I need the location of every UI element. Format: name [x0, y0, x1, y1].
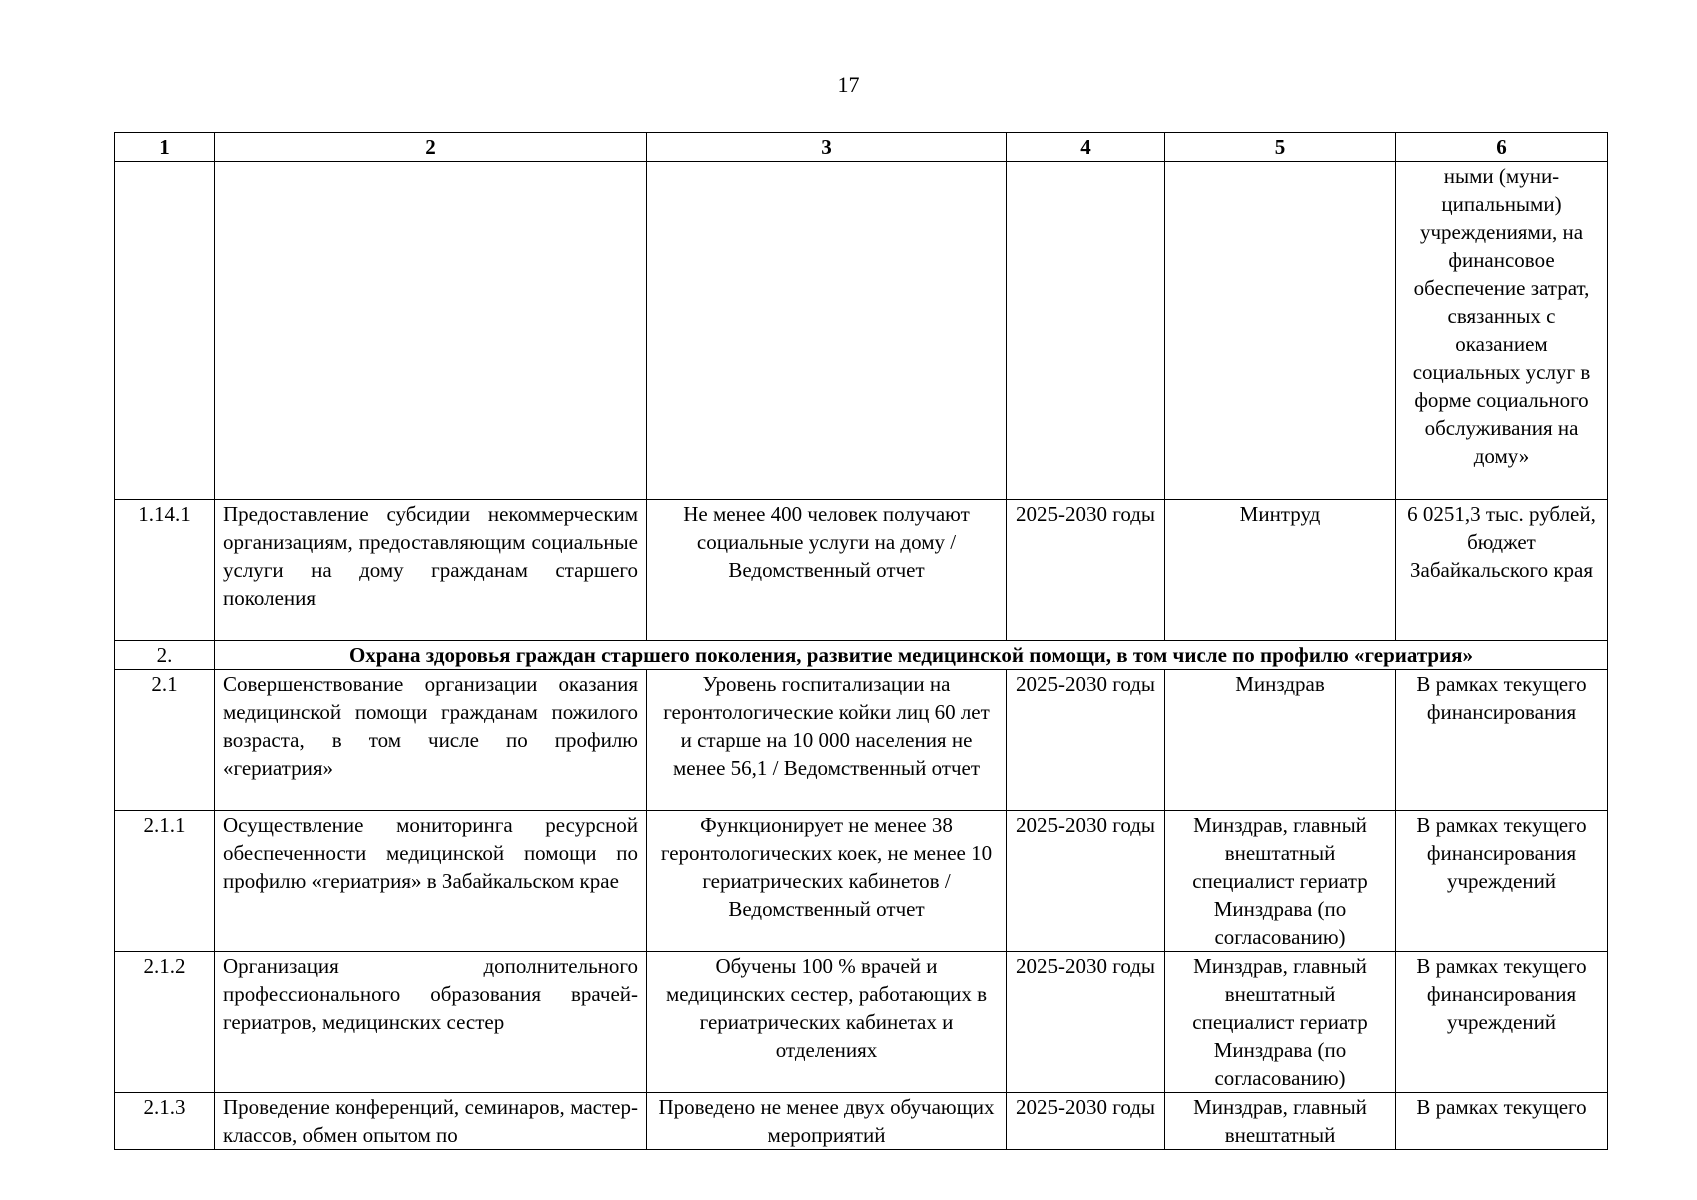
- activity-cell: Организация дополнительного профессионального образования врачей-гериатров, медицинских сестер: [215, 952, 647, 1093]
- column-header-6: 6: [1396, 133, 1608, 162]
- period-cell: 2025-2030 годы: [1007, 500, 1165, 641]
- row-number: 2.1.2: [115, 952, 215, 1093]
- funding-cell: ными (муни- ципальными) учреждениями, на финансовое обеспечение затрат, связанных с оказанием социальных услуг в форме социального обслуживания на дому»: [1396, 162, 1608, 500]
- indicator-cell: [647, 162, 1007, 500]
- plan-table: [114, 132, 1608, 1150]
- period-cell: 2025-2030 годы: [1007, 952, 1165, 1093]
- column-header-4: 4: [1007, 133, 1165, 162]
- indicator-cell: Уровень госпитализации на геронтологические койки лиц 60 лет и старше на 10 000 населения не менее 56,1 / Ведомственный отчет: [647, 670, 1007, 811]
- table-row: [115, 1093, 1608, 1150]
- activity-cell: Совершенствование организации оказания медицинской помощи гражданам пожилого возраста, в том числе по профилю «гериатрия»: [215, 670, 647, 811]
- row-number: 1.14.1: [115, 500, 215, 641]
- table-row: [115, 500, 1608, 641]
- row-number: 2.1: [115, 670, 215, 811]
- indicator-cell: Проведено не менее двух обучающих мероприятий: [647, 1093, 1007, 1150]
- indicator-cell: Функционирует не менее 38 геронтологических коек, не менее 10 гериатрических кабинетов / Ведомственный отчет: [647, 811, 1007, 952]
- executor-cell: Минздрав, главный внештатный специалист гериатр Минздрава (по согласованию): [1165, 952, 1396, 1093]
- table-row: [115, 952, 1608, 1093]
- executor-cell: Минздрав, главный внештатный специалист гериатр Минздрава (по согласованию): [1165, 811, 1396, 952]
- row-number: [115, 162, 215, 500]
- indicator-cell: Обучены 100 % врачей и медицинских сестер, работающих в гериатрических кабинетах и отделениях: [647, 952, 1007, 1093]
- section-number: 2.: [115, 641, 215, 670]
- period-cell: 2025-2030 годы: [1007, 811, 1165, 952]
- activity-cell: Осуществление мониторинга ресурсной обеспеченности медицинской помощи по профилю «гериатрия» в Забайкальском крае: [215, 811, 647, 952]
- column-number-row: [115, 133, 1608, 162]
- activity-cell: Предоставление субсидии некоммерческим организациям, предоставляющим социальные услуги на дому гражданам старшего поколения: [215, 500, 647, 641]
- indicator-cell: Не менее 400 человек получают социальные услуги на дому / Ведомственный отчет: [647, 500, 1007, 641]
- section-row: [115, 641, 1608, 670]
- funding-cell: 6 0251,3 тыс. рублей, бюджет Забайкальского края: [1396, 500, 1608, 641]
- activity-cell: Проведение конференций, семинаров, мастер-классов, обмен опытом по: [215, 1093, 647, 1150]
- period-cell: 2025-2030 годы: [1007, 670, 1165, 811]
- executor-cell: Минтруд: [1165, 500, 1396, 641]
- period-cell: [1007, 162, 1165, 500]
- section-title: Охрана здоровья граждан старшего поколения, развитие медицинской помощи, в том числе по профилю «гериатрия»: [215, 641, 1608, 670]
- activity-cell: [215, 162, 647, 500]
- funding-cell: В рамках текущего финансирования учреждений: [1396, 811, 1608, 952]
- row-number: 2.1.1: [115, 811, 215, 952]
- funding-cell: В рамках текущего финансирования: [1396, 670, 1608, 811]
- page-number: 17: [837, 72, 860, 97]
- executor-cell: Минздрав, главный внештатный: [1165, 1093, 1396, 1150]
- column-header-1: 1: [115, 133, 215, 162]
- table-row: [115, 811, 1608, 952]
- column-header-5: 5: [1165, 133, 1396, 162]
- funding-cell: В рамках текущего финансирования учреждений: [1396, 952, 1608, 1093]
- executor-cell: [1165, 162, 1396, 500]
- column-header-2: 2: [215, 133, 647, 162]
- row-number: 2.1.3: [115, 1093, 215, 1150]
- funding-cell: В рамках текущего: [1396, 1093, 1608, 1150]
- table-row: [115, 162, 1608, 500]
- executor-cell: Минздрав: [1165, 670, 1396, 811]
- column-header-3: 3: [647, 133, 1007, 162]
- table-row: [115, 670, 1608, 811]
- period-cell: 2025-2030 годы: [1007, 1093, 1165, 1150]
